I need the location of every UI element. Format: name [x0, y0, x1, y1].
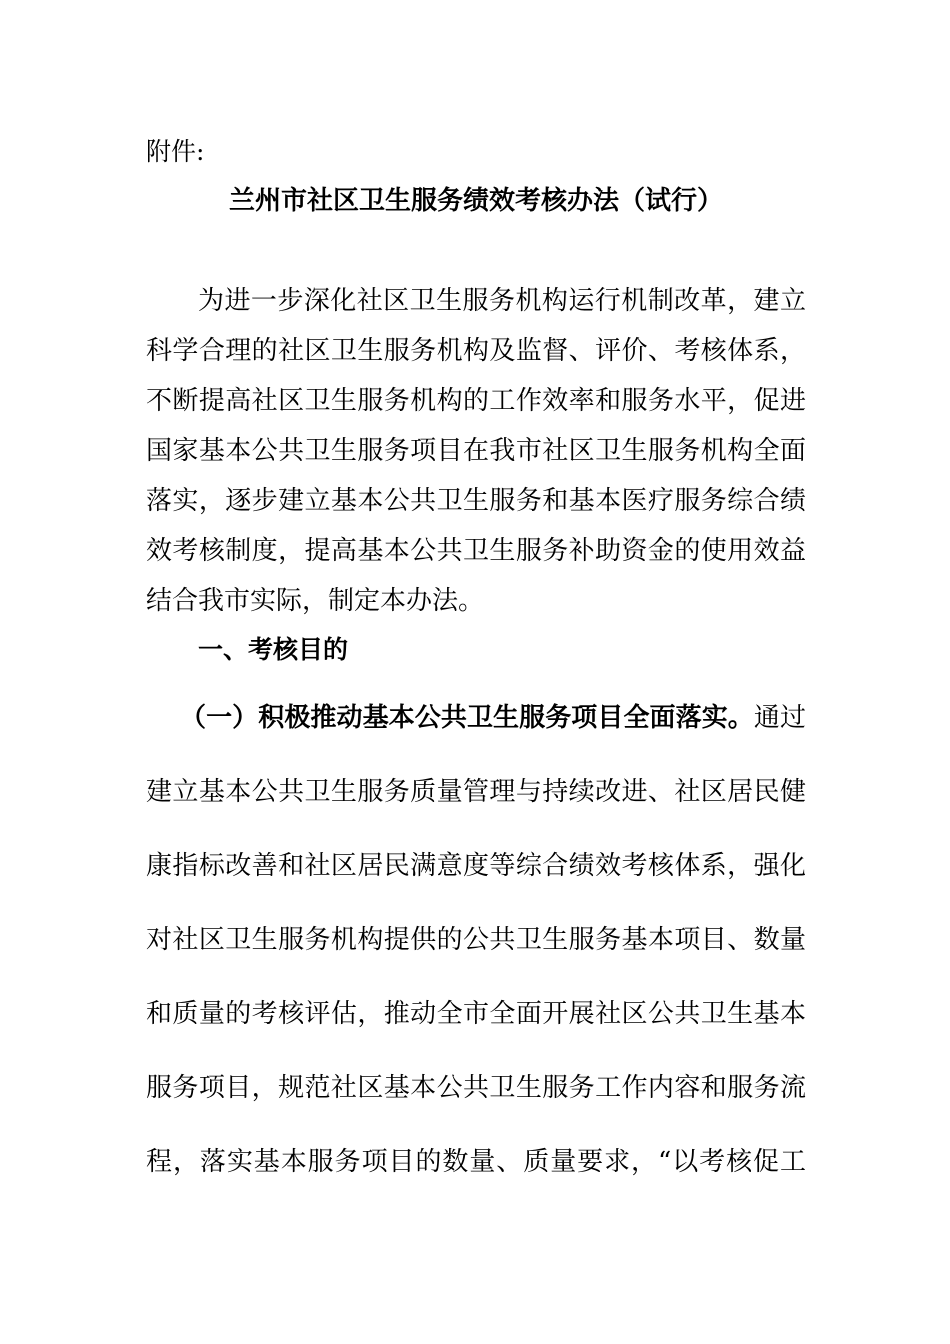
intro-line: 不断提高社区卫生服务机构的工作效率和服务水平，促进: [146, 386, 806, 416]
section-heading: 一、考核目的: [198, 635, 349, 664]
intro-line: 效考核制度，提高基本公共卫生服务补助资金的使用效益: [146, 536, 806, 566]
subsection-line: 程，落实基本服务项目的数量、质量要求，“以考核促工: [146, 1147, 806, 1177]
subsection-line: 服务项目，规范社区基本公共卫生服务工作内容和服务流: [146, 1073, 806, 1103]
intro-line: 落实，逐步建立基本公共卫生服务和基本医疗服务综合绩: [146, 486, 806, 516]
document-title: 兰州市社区卫生服务绩效考核办法（试行）: [228, 186, 723, 216]
subsection-line: 和质量的考核评估，推动全市全面开展社区公共卫生基本: [146, 999, 806, 1029]
subsection-first-line-rest: 通过: [753, 703, 806, 733]
intro-line: 国家基本公共卫生服务项目在我市社区卫生服务机构全面: [146, 436, 806, 466]
subsection-line: 康指标改善和社区居民满意度等综合绩效考核体系，强化: [146, 851, 806, 881]
intro-line: 为进一步深化社区卫生服务机构运行机制改革，建立: [198, 286, 806, 316]
attachment-label: 附件:: [146, 137, 205, 166]
intro-line: 科学合理的社区卫生服务机构及监督、评价、考核体系，: [146, 336, 806, 366]
subsection-heading: （一）积极推动基本公共卫生服务项目全面落实。: [180, 703, 754, 733]
subsection-line: 建立基本公共卫生服务质量管理与持续改进、社区居民健: [146, 777, 806, 807]
intro-line: 结合我市实际，制定本办法。: [146, 586, 485, 616]
subsection-line: 对社区卫生服务机构提供的公共卫生服务基本项目、数量: [146, 925, 806, 955]
subsection-first-line: [180, 700, 806, 736]
